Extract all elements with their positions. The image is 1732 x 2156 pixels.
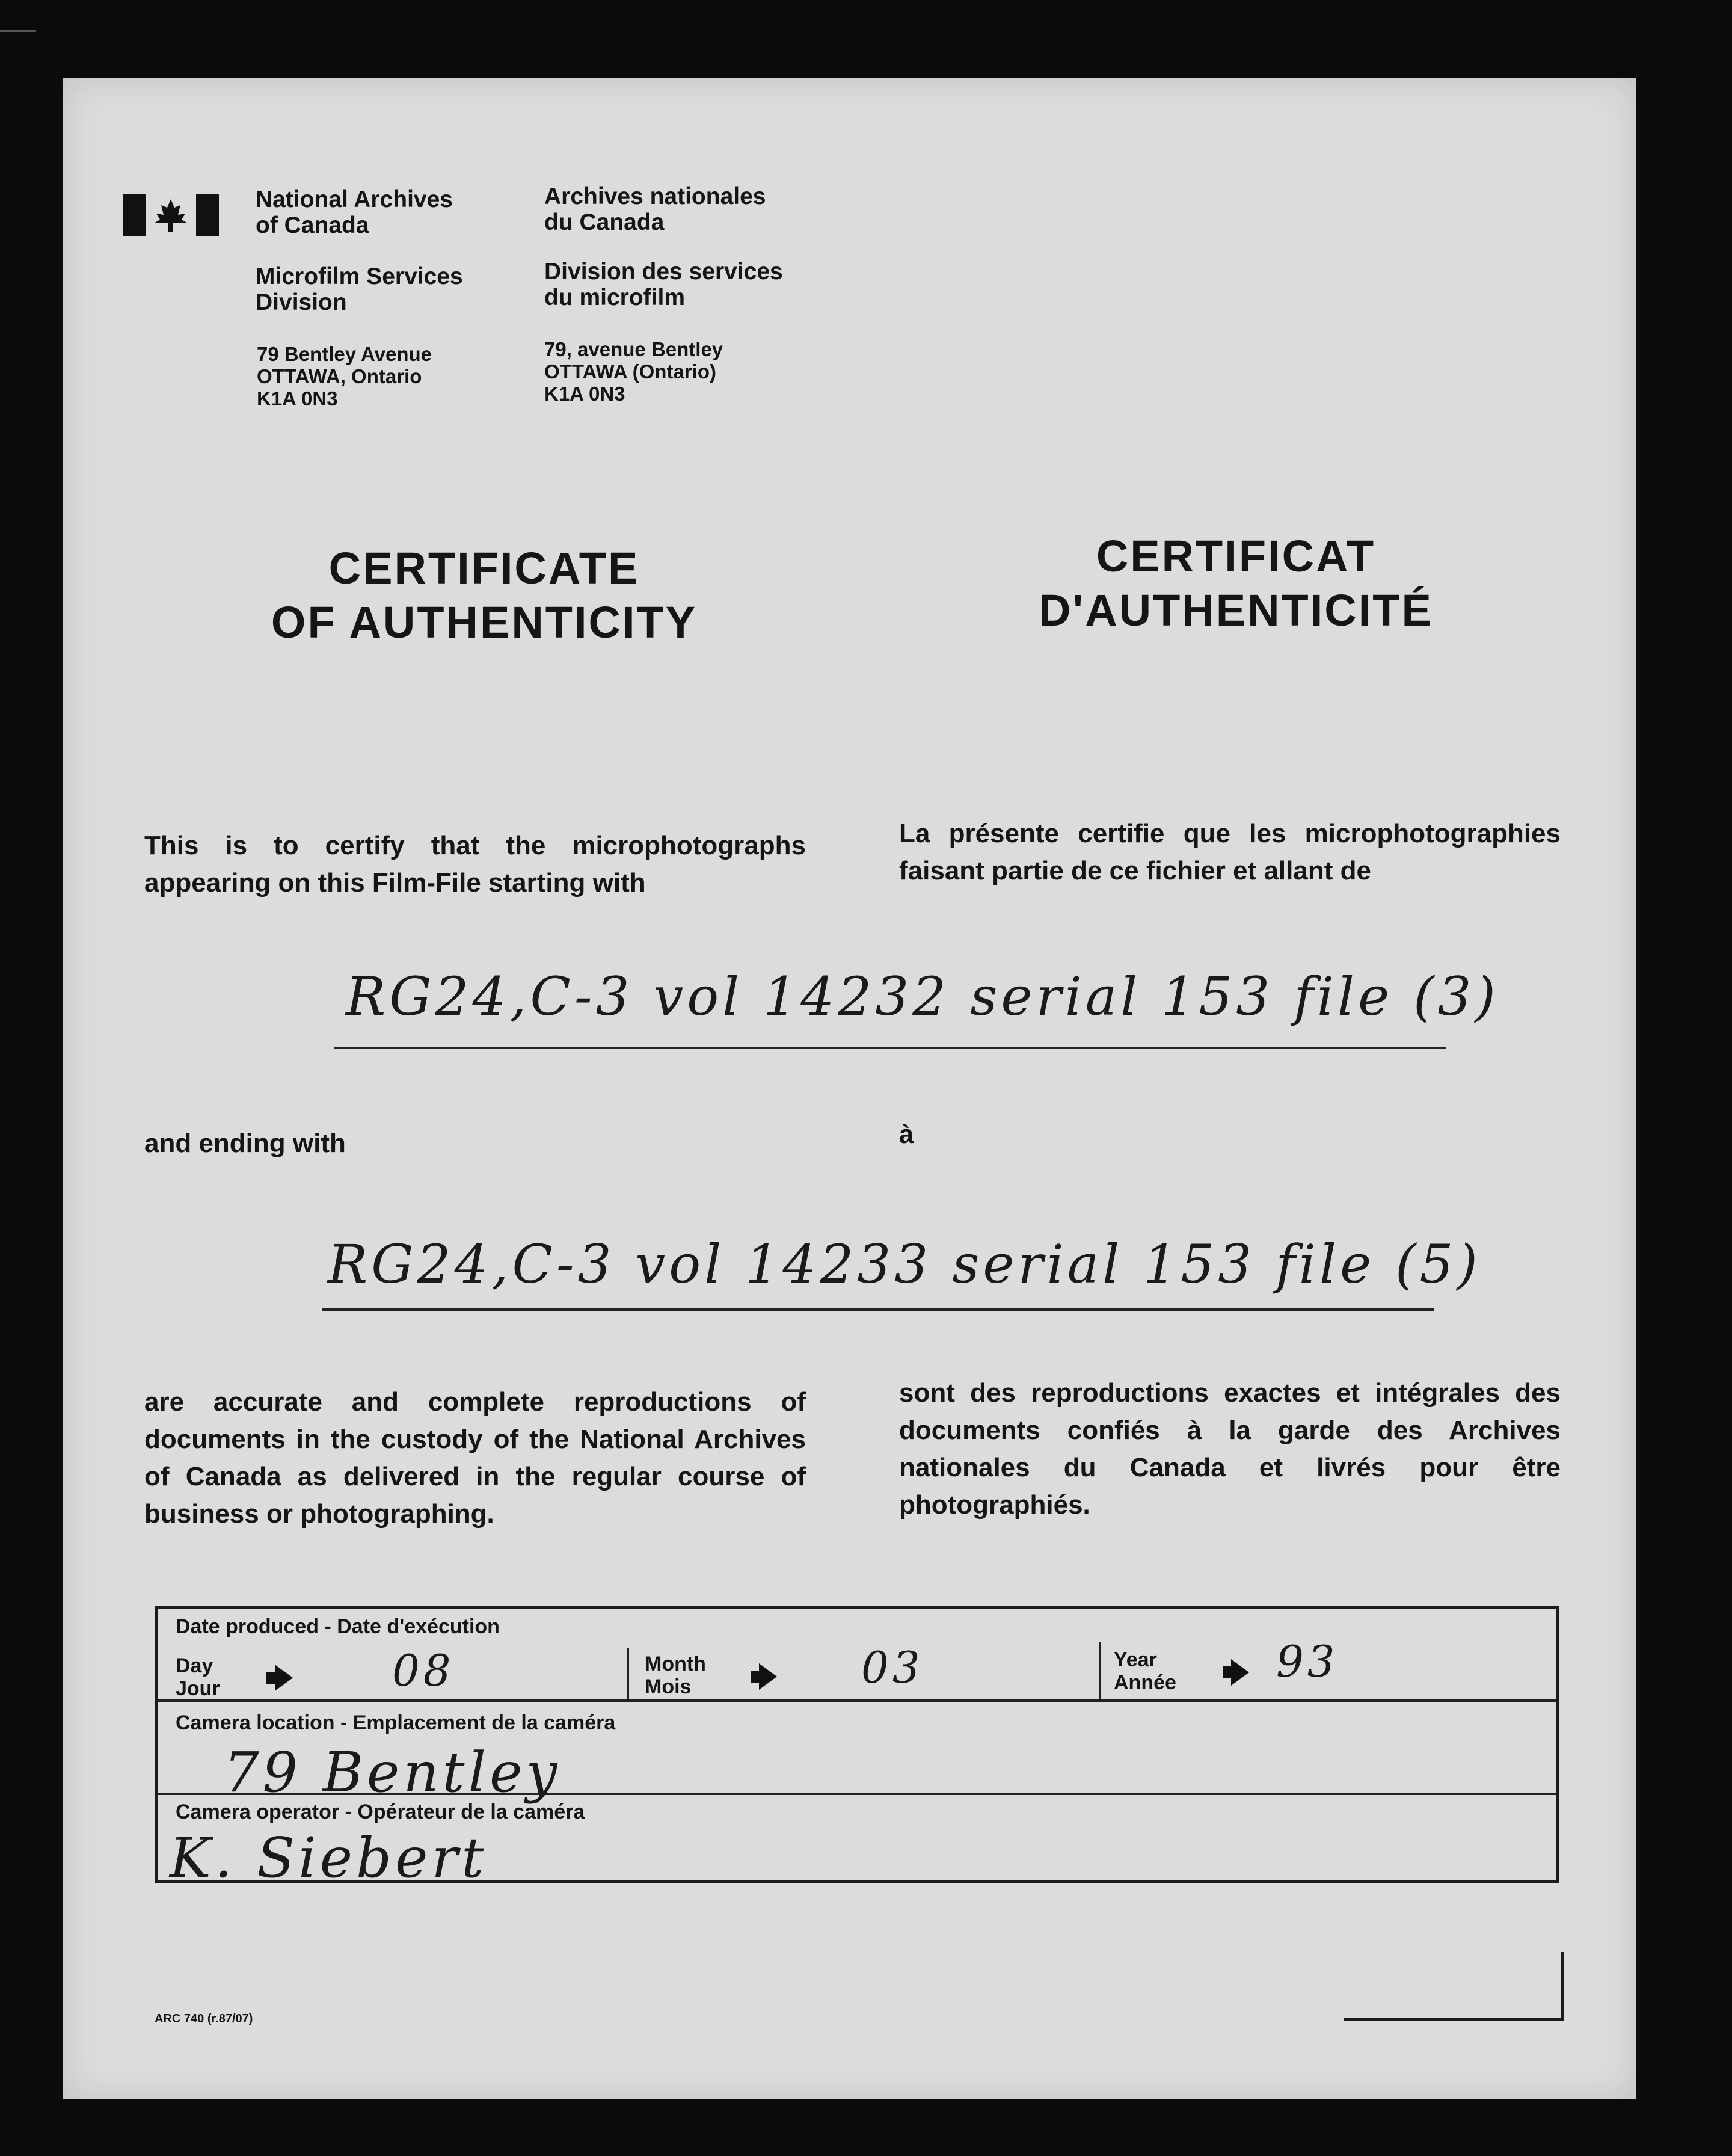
corner-bracket (1344, 1952, 1564, 2021)
start-file-underline (334, 1047, 1446, 1049)
certify-text-en: This is to certify that the microphotographs appearing on this Film-File starting with (144, 831, 806, 898)
ending-text-fr: à (899, 1120, 914, 1149)
form-reference: ARC 740 (r.87/07) (155, 2012, 253, 2025)
date-produced-label: Date produced - Date d'exécution (176, 1615, 500, 1638)
canada-flag-icon (123, 194, 219, 236)
conclusion-text-fr: sont des reproductions exactes et intégrales des documents confiés à la garde des Archives nationales du Canada et livrés pour être photographiés. (899, 1378, 1561, 1520)
certificate-page (63, 78, 1636, 2099)
header-org-fr: Archives nationales du Canada (544, 183, 766, 235)
year-arrow-icon (1231, 1659, 1249, 1686)
start-file-handwritten: RG24,C-3 vol 14232 serial 153 file (3) (346, 966, 1499, 1027)
year-label: Year Année (1114, 1648, 1176, 1694)
header-address-en: 79 Bentley Avenue OTTAWA, Ontario K1A 0N3 (257, 343, 432, 410)
production-details-form (155, 1606, 1559, 1890)
day-value: 08 (392, 1645, 455, 1696)
scan-edge-mark (0, 30, 36, 32)
camera-operator-label: Camera operator - Opérateur de la caméra (176, 1800, 585, 1823)
title-fr: CERTIFICAT D'AUTHENTICITÉ (1039, 531, 1433, 635)
title-en: CERTIFICATE OF AUTHENTICITY (271, 543, 698, 647)
month-year-divider (1099, 1642, 1101, 1702)
year-value: 93 (1276, 1636, 1339, 1687)
header-division-en: Microfilm Services Division (256, 263, 463, 315)
header-org-en: National Archives of Canada (256, 186, 453, 238)
header-address-fr: 79, avenue Bentley OTTAWA (Ontario) K1A 0N3 (544, 338, 723, 405)
month-arrow-icon (759, 1663, 777, 1690)
camera-location-label: Camera location - Emplacement de la caméra (176, 1711, 616, 1734)
conclusion-text-en: are accurate and complete reproductions of documents in the custody of the National Archives of Canada as delivered in the regular course of business or photographing. (144, 1387, 806, 1529)
month-value: 03 (861, 1642, 924, 1693)
day-month-divider (627, 1648, 629, 1702)
form-divider-1 (158, 1699, 1556, 1702)
camera-location-value: 79 Bentley (224, 1740, 561, 1805)
day-label: Day Jour (176, 1654, 220, 1700)
end-file-handwritten: RG24,C-3 vol 14233 serial 153 file (5) (328, 1233, 1481, 1295)
form-divider-2 (158, 1793, 1556, 1795)
end-file-underline (322, 1308, 1434, 1311)
day-arrow-icon (275, 1665, 293, 1691)
certify-text-fr: La présente certifie que les microphotographies faisant partie de ce fichier et allant de (899, 819, 1561, 886)
ending-text-en: and ending with (144, 1129, 346, 1158)
header-division-fr: Division des services du microfilm (544, 259, 783, 310)
camera-operator-signature: K. Siebert (170, 1826, 488, 1890)
month-label: Month Mois (645, 1652, 706, 1698)
